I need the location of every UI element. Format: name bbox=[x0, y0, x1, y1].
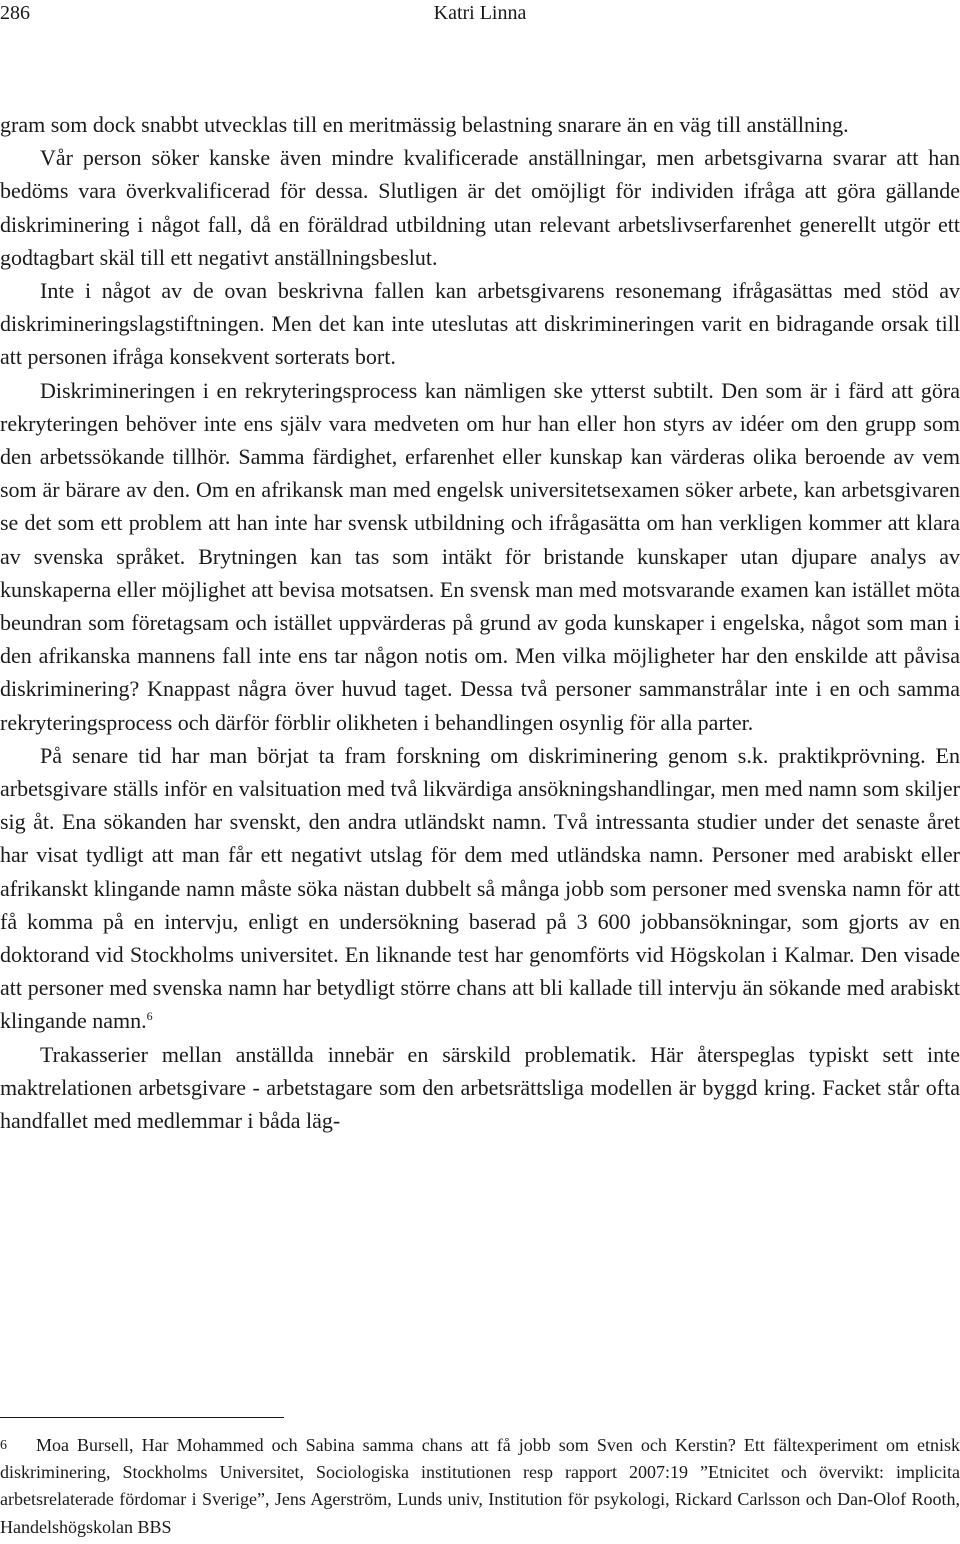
footnote-divider bbox=[0, 1417, 284, 1418]
running-head-author: Katri Linna bbox=[433, 2, 527, 24]
paragraph-text: På senare tid har man börjat ta fram forskning om diskriminering genom s.k. praktikprövning. En arbetsgivare ställs inför en valsituation med två likvärdiga ansökningshandlingar, men med namn som skiljer sig åt. Ena sökanden har svenskt, den andra utländskt namn. Två intressanta studier under det senaste året har visat tydligt att man får ett negativt utslag för dem med utländska namn. Personer med arabiskt eller afrikanskt klingande namn måste söka nästan dubbelt så många jobb som personer med svenska namn för att få komma på en intervju, enligt en undersökning baserad på 3 600 jobbansökningar, som gjorts av en doktorand vid Stockholms universitet. En liknande test har genomförts vid Högskolan i Kalmar. Den visade att personer med svenska namn har betydligt större chans att bli kallade till intervju än sökande med arabiskt klingande namn. bbox=[0, 742, 960, 1034]
page-number: 286 bbox=[0, 2, 30, 24]
footnote bbox=[0, 1432, 960, 1541]
footnote-reference[interactable]: 6 bbox=[146, 1009, 153, 1024]
paragraph: Trakasserier mellan anställda innebär en särskild problematik. Här återspeglas typiskt sett inte maktrelationen arbetsgivare - arbetstagare som den arbetsrättsliga modellen är byggd kring. Facket står ofta handfallet med medlemmar i båda läg- bbox=[0, 1041, 960, 1134]
footnote-number: 6 bbox=[0, 1438, 7, 1453]
body-text bbox=[0, 108, 960, 1137]
footnote-text: Moa Bursell, Har Mohammed och Sabina samma chans att få jobb som Sven och Kerstin? Ett fältexperiment om etnisk diskriminering, Stockholms Universitet, Sociologiska institutionen resp rapport 2007:19 ”Etnicitet och övervikt: implicita arbetsrelaterade fördomar i Sverige”, Jens Agerström, Lunds univ, Institution för psykologi, Rickard Carlsson och Dan-Olof Rooth, Handelshögskolan BBS bbox=[0, 1435, 960, 1537]
paragraph-continuation: gram som dock snabbt utvecklas till en meritmässig belastning snarare än en väg till anställning. bbox=[0, 112, 849, 137]
paragraph: Inte i något av de ovan beskrivna fallen kan arbetsgivarens resonemang ifrågasättas med stöd av diskrimineringslagstiftningen. Men det kan inte uteslutas att diskrimineringen varit en bidragande orsak till att personen ifråga konsekvent sorterats bort. bbox=[0, 278, 960, 370]
paragraph: Diskrimineringen i en rekryteringsprocess kan nämligen ske ytterst subtilt. Den som är i färd att göra rekryteringen behöver inte ens själv vara medveten om hur han eller hon styrs av idéer om den grupp som den arbetssökande tillhör. Samma färdighet, erfarenhet eller kunskap kan värderas olika beroende av vem som är bärare av den. Om en afrikansk man med engelsk universitetsexamen söker arbete, kan arbetsgivaren se det som ett problem att han inte har svensk utbildning och ifrågasätta om han verkligen kommer att klara av svenska språket. Brytningen kan tas som intäkt för bristande kunskaper utan djupare analys av kunskaperna eller möjlighet att bevisa motsatsen. En svensk man med motsvarande examen kan istället möta beundran som företagsam och istället uppvärderas på grund av goda kunskaper i engelska, något som man i den afrikanska mannens fall inte ens tar någon notis om. Men vilka möjligheter har den enskilde att påvisa diskriminering? Knappast några över huvud taget. Dessa två personer sammanstrålar inte i en och samma rekryteringsprocess och därför förblir olikheten i behandlingen osynlig för alla parter. bbox=[0, 377, 960, 735]
paragraph-with-footnote bbox=[0, 739, 960, 1038]
page-header bbox=[0, 0, 960, 30]
paragraph: Vår person söker kanske även mindre kvalificerade anställningar, men arbetsgivarna svarar att han bedöms vara överkvalificerad för dessa. Slutligen är det omöjligt för individen ifråga att göra gällande diskriminering i något fall, då en föräldrad utbildning utan relevant arbetslivserfarenhet generellt utgör ett godtagbart skäl till ett negativt anställningsbeslut. bbox=[0, 145, 960, 270]
